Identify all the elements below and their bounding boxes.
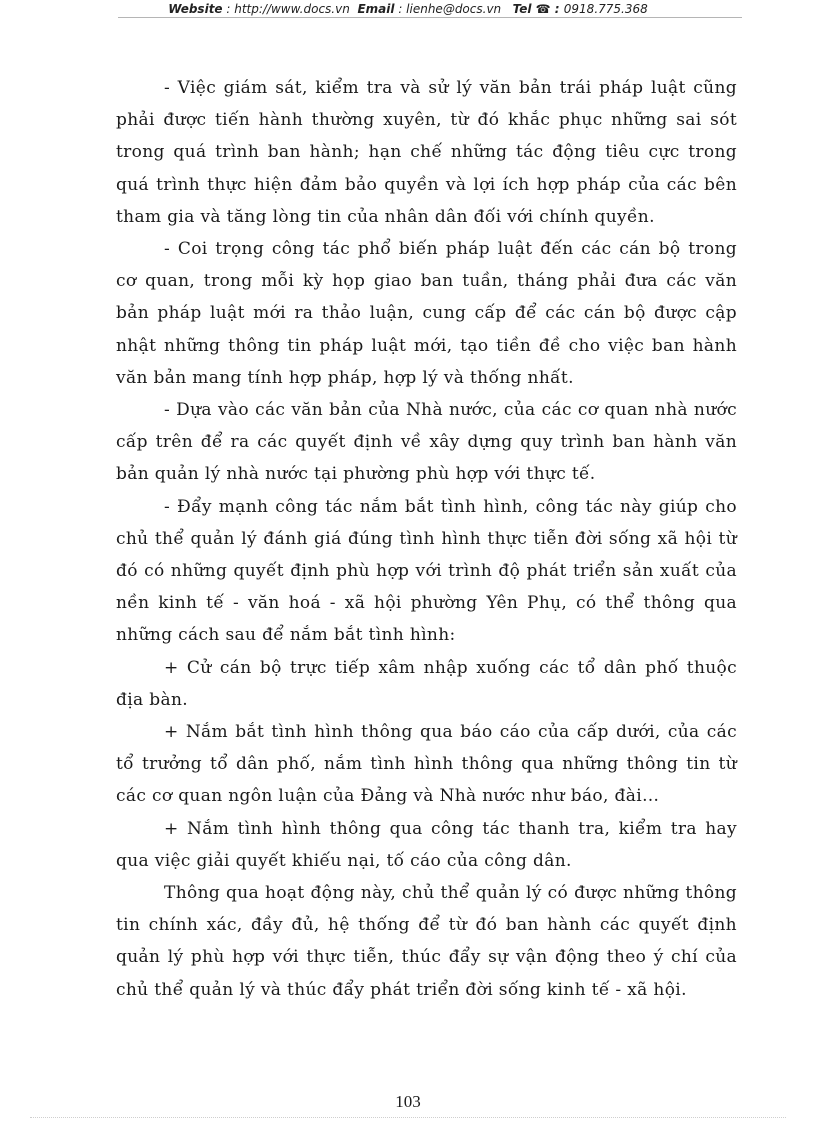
- email-separator: :: [394, 2, 407, 16]
- website-separator: :: [222, 2, 235, 16]
- website-label: Website: [168, 2, 223, 16]
- paragraph-conclusion: Thông qua hoạt động này, chủ thể quản lý có được những thông tin chính xác, đầy đủ, hệ thống để từ đó ban hành các quyết định quản lý phù hợp với thực tiễn, thúc đẩy sự vận động theo ý chí của chủ thể quản lý và thúc đẩy phát triển đời sống kinh tế - xã hội.: [116, 883, 737, 1000]
- tel-number: 0918.775.368: [563, 2, 648, 16]
- paragraph-state-documents: - Dựa vào các văn bản của Nhà nước, của các cơ quan nhà nước cấp trên để ra các quyết định về xây dựng quy trình ban hành văn bản quản lý nhà nước tại phường phù hợp với thực tế.: [116, 400, 737, 485]
- page-number: 103: [395, 1092, 421, 1111]
- tel-label: Tel: [512, 2, 532, 16]
- paragraph-reports: + Nắm bắt tình hình thông qua báo cáo của cấp dưới, của các tổ trưởng tổ dân phố, nắm tình hình thông qua những thông tin từ các cơ quan ngôn luận của Đảng và Nhà nước như báo, đài…: [116, 722, 737, 807]
- page-header: [0, 0, 816, 22]
- email-link[interactable]: lienhe@docs.vn: [406, 2, 502, 16]
- footer-divider: [30, 1117, 786, 1118]
- website-link[interactable]: http://www.docs.vn: [234, 2, 350, 16]
- document-body: [116, 72, 737, 1006]
- paragraph-supervision: - Việc giám sát, kiểm tra và sử lý văn bản trái pháp luật cũng phải được tiến hành thường xuyên, từ đó khắc phục những sai sót trong quá trình ban hành; hạn chế những tác động tiêu cực trong quá trình thực hiện đảm bảo quyền và lợi ích hợp pháp của các bên tham gia và tăng lòng tin của nhân dân đối với chính quyền.: [116, 78, 737, 227]
- email-label: Email: [357, 2, 395, 16]
- tel-separator: ☎ :: [531, 2, 564, 16]
- paragraph-inspection: + Nắm tình hình thông qua công tác thanh tra, kiểm tra hay qua việc giải quyết khiếu nại, tố cáo của công dân.: [116, 818, 737, 871]
- paragraph-law-dissemination: - Coi trọng công tác phổ biến pháp luật đến các cán bộ trong cơ quan, trong mỗi kỳ họp giao ban tuần, tháng phải đưa các văn bản pháp luật mới ra thảo luận, cung cấp để các cán bộ được cập nhật những thông tin pháp luật mới, tạo tiền đề cho việc ban hành văn bản mang tính hợp pháp, hợp lý và thống nhất.: [116, 239, 737, 388]
- paragraph-situation-grasp: - Đẩy mạnh công tác nắm bắt tình hình, công tác này giúp cho chủ thể quản lý đánh giá đúng tình hình thực tiễn đời sống xã hội từ đó có những quyết định phù hợp với trình độ phát triển sản xuất của nền kinh tế - văn hoá - xã hội phường Yên Phụ, có thể thông qua những cách sau để nắm bắt tình hình:: [116, 496, 737, 646]
- paragraph-send-officials: + Cử cán bộ trực tiếp xâm nhập xuống các tổ dân phố thuộc địa bàn.: [116, 657, 737, 710]
- header-divider: [118, 17, 742, 18]
